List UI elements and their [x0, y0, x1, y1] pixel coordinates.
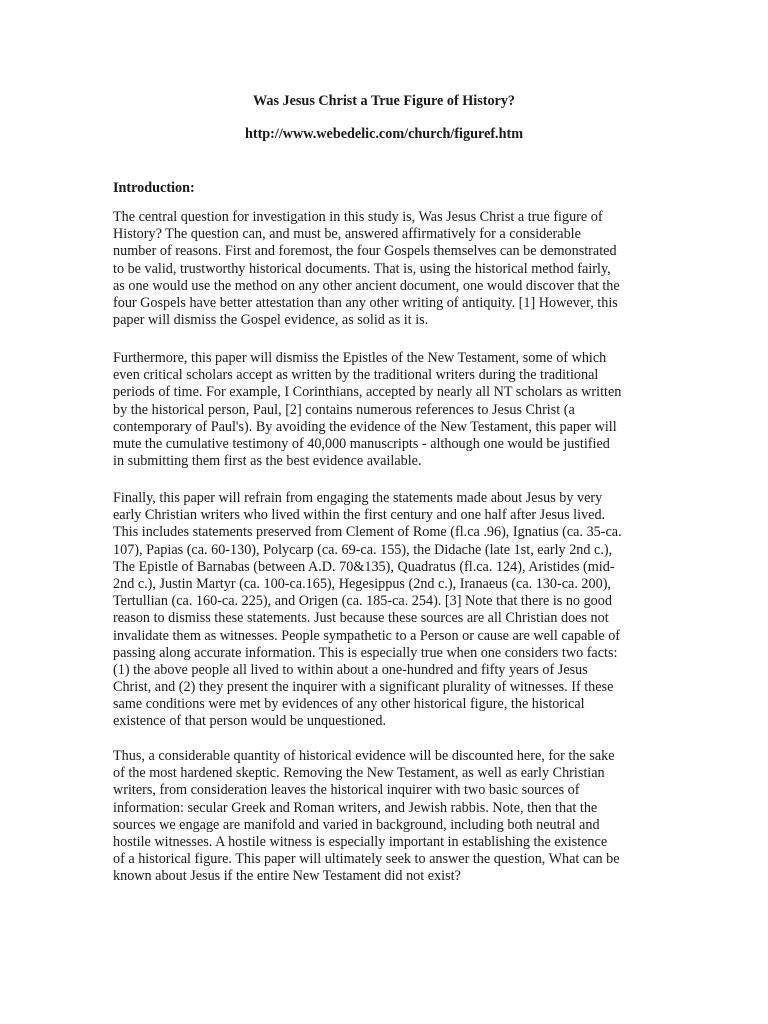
- paragraph-line: Finally, this paper will refrain from engaging the statements made about Jesus by very: [113, 490, 603, 506]
- paragraph-line: Tertullian (ca. 160-ca. 225), and Origen (ca. 185-ca. 254). [3] Note that there is no good: [113, 593, 612, 610]
- paragraph-line: by the historical person, Paul, [2] contains numerous references to Jesus Christ (a: [113, 401, 575, 418]
- paragraph-line: Thus, a considerable quantity of historical evidence will be discounted here, for the sake: [113, 748, 615, 764]
- paragraph-line: as one would use the method on any other ancient document, one would discover that the: [113, 277, 620, 294]
- paragraph-1: [113, 209, 673, 329]
- paragraph-line: 2nd c.), Justin Martyr (ca. 100-ca.165), Hegesippus (2nd c.), Iranaeus (ca. 130-ca. 200),: [113, 575, 611, 592]
- paragraph-line: History? The question can, and must be, answered affirmatively for a considerable: [113, 226, 581, 243]
- paragraph-line: The Epistle of Barnabas (between A.D. 70&135), Quadratus (fl.ca. 124), Aristides (mid-: [113, 558, 615, 575]
- paragraph-line: writers, from consideration leaves the historical inquirer with two basic sources of: [113, 782, 580, 799]
- paragraph-line: mute the cumulative testimony of 40,000 manuscripts - although one would be justified: [113, 435, 610, 452]
- paragraph-line: hostile witnesses. A hostile witness is especially important in establishing the existence: [113, 833, 608, 850]
- paragraph-line: number of reasons. First and foremost, the four Gospels themselves can be demonstrated: [113, 243, 617, 260]
- paragraph-line: same conditions were met by evidences of any other historical figure, the historical: [113, 696, 585, 713]
- paragraph-line: This includes statements preserved from Clement of Rome (fl.ca .96), Ignatius (ca. 35-ca.: [113, 524, 622, 541]
- paragraph-line: reason to dismiss these statements. Just because these sources are all Christian does not: [113, 610, 609, 627]
- paragraph-line: information: secular Greek and Roman writers, and Jewish rabbis. Note, then that the: [113, 799, 598, 816]
- paragraph-line: in submitting them first as the best evidence available.: [113, 453, 422, 470]
- paragraph-line: even critical scholars accept as written by the traditional writers during the traditional: [113, 367, 599, 384]
- paragraph-line: existence of that person would be unquestioned.: [113, 713, 387, 730]
- paragraph-line: early Christian writers who lived within the first century and one half after Jesus lived.: [113, 507, 606, 524]
- paragraph-line: to be valid, trustworthy historical documents. That is, using the historical method fairly,: [113, 260, 611, 277]
- paragraph-line: Furthermore, this paper will dismiss the Epistles of the New Testament, some of which: [113, 350, 607, 366]
- paragraph-4: [113, 748, 673, 886]
- section-heading: Introduction:: [113, 180, 195, 196]
- document-url: http://www.webedelic.com/church/figuref.htm: [244, 126, 524, 142]
- paragraph-line: paper will dismiss the Gospel evidence, as solid as it is.: [113, 312, 429, 329]
- paragraph-line: of a historical figure. This paper will ultimately seek to answer the question, What can be: [113, 851, 620, 868]
- paragraph-line: invalidate them as witnesses. People sympathetic to a Person or cause are well capable of: [113, 627, 621, 644]
- paragraph-line: (1) the above people all lived to within about a one-hundred and fifty years of Jesus: [113, 661, 588, 678]
- paragraph-line: of the most hardened skeptic. Removing the New Testament, as well as early Christian: [113, 765, 605, 782]
- paragraph-3: [113, 490, 673, 731]
- paragraph-line: Christ, and (2) they present the inquirer with a significant plurality of witnesses. If these: [113, 679, 614, 696]
- paragraph-line: contemporary of Paul's). By avoiding the evidence of the New Testament, this paper will: [113, 418, 617, 435]
- paragraph-line: The central question for investigation in this study is, Was Jesus Christ a true figure of: [113, 209, 603, 225]
- paragraph-line: four Gospels have better attestation than any other writing of antiquity. [1] However, this: [113, 294, 618, 311]
- paragraph-2: [113, 350, 673, 470]
- paragraph-line: known about Jesus if the entire New Testament did not exist?: [113, 868, 461, 885]
- paragraph-line: 107), Papias (ca. 60-130), Polycarp (ca. 69-ca. 155), the Didache (late 1st, early 2nd c.),: [113, 541, 613, 558]
- paragraph-line: periods of time. For example, I Corinthians, accepted by nearly all NT scholars as written: [113, 384, 622, 401]
- paragraph-line: sources we engage are manifold and varied in background, including both neutral and: [113, 816, 600, 833]
- document-title: Was Jesus Christ a True Figure of History?: [252, 93, 516, 109]
- paragraph-line: passing along accurate information. This is especially true when one considers two facts:: [113, 644, 618, 661]
